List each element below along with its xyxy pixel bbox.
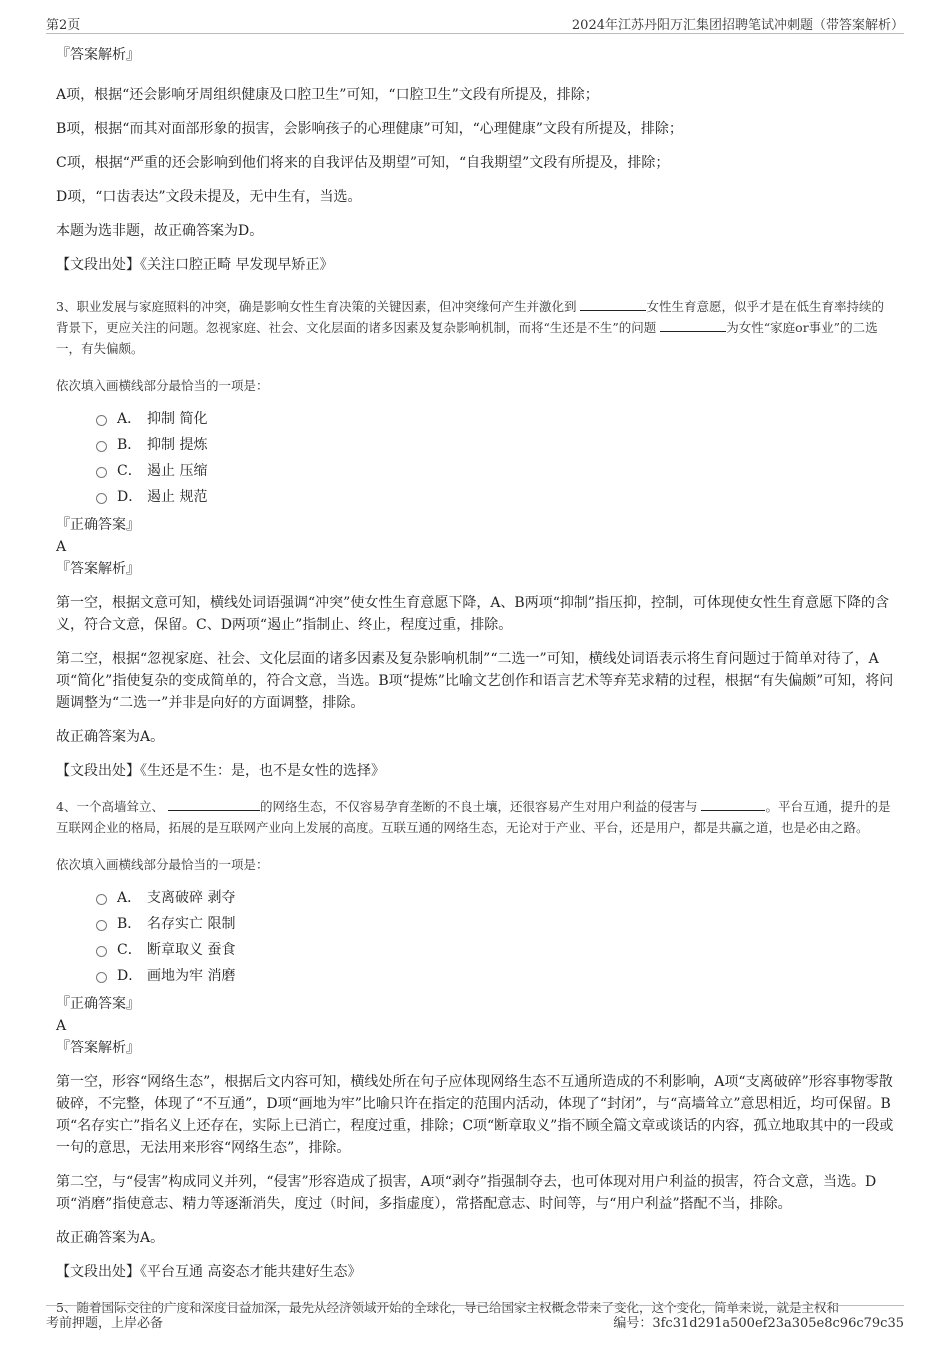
option-text: 遏止 压缩 xyxy=(147,463,208,479)
q4-option-a[interactable] xyxy=(96,885,896,911)
q4-stem xyxy=(56,796,896,838)
blank xyxy=(168,798,260,811)
q2-analysis-line: C项，根据“严重的还会影响到他们将来的自我评估及期望”可知，“自我期望”文段有所提及，排除； xyxy=(56,155,670,171)
q2-analysis-line: B项，根据“而其对面部形象的损害，会影响孩子的心理健康”可知，“心理健康”文段有所提及，排除； xyxy=(56,121,683,137)
q3-stem-part: 女性生育意愿，似乎才是在低生育率持续的背景下，更应关注的问题。忽视家庭、社会、文化层面的诸多因素及复杂影响机制，而将“生还是不生”的问题 xyxy=(56,299,884,335)
footer-slogan: 考前押题，上岸必备 xyxy=(46,1316,164,1331)
page-number: 第2页 xyxy=(46,18,81,33)
option-key: B． xyxy=(117,916,142,932)
document-id: 编号：3fc31d291a500ef23a305e8c96c79c35 xyxy=(613,1316,904,1331)
q3-answer: A xyxy=(56,539,67,555)
q4-answer: A xyxy=(56,1018,67,1034)
option-key: B． xyxy=(117,437,142,453)
q4-analysis-paragraph: 第一空，形容“网络生态”，根据后文内容可知，横线处所在句子应体现网络生态不互通所造成的不利影响，A项“支离破碎”形容事物零散破碎，不完整，体现了“不互通”，D项“画地为牢”比喻只许在指定的范围内活动，体现了“封闭”，与“高墙耸立”意思相近，均可保留。B项“名存实亡”指名义上还存在，实际上已消亡，程度过重，排除；C项“断章取义”指不顾全篇文章或谈话的内容，孤立地取其中的一段或一句的意思，无法用来形容“网络生态”，排除。 xyxy=(56,1074,894,1156)
q4-option-d[interactable] xyxy=(96,963,896,989)
radio-icon[interactable] xyxy=(96,493,107,504)
q4-source: 【文段出处】《平台互通 高姿态才能共建好生态》 xyxy=(56,1264,362,1280)
page-header xyxy=(46,14,904,34)
q3-analysis-paragraph: 第一空，根据文意可知，横线处词语强调“冲突”使女性生育意愿下降，A、B两项“抑制”指压抑，控制，可体现使女性生育意愿下降的含义，符合文意，保留。C、D两项“遏止”指制止、终止，程度过重，排除。 xyxy=(56,595,890,633)
radio-icon[interactable] xyxy=(96,415,107,426)
q3-stem-part: 3、职业发展与家庭照料的冲突，确是影响女性生育决策的关键因素，但冲突缘何产生并激化到 xyxy=(56,299,577,314)
footer-divider xyxy=(46,1305,904,1306)
q3-stem-part: 为女性“家庭or事业”的二选一，有失偏颇。 xyxy=(56,320,878,356)
q2-analysis-label: 『答案解析』 xyxy=(56,47,140,63)
option-text: 抑制 提炼 xyxy=(147,437,208,453)
radio-icon[interactable] xyxy=(96,441,107,452)
q3-option-c[interactable] xyxy=(96,458,896,484)
document-body xyxy=(56,38,896,1315)
q4-stem-part: 。平台互通，提升的是互联网企业的格局，拓展的是互联网产业向上发展的高度。互联互通的网络生态，无论对于产业、平台，还是用户，都是共赢之道，也是必由之路。 xyxy=(56,799,891,835)
blank xyxy=(701,798,765,811)
option-key: C． xyxy=(117,942,142,958)
q3-answer-label: 『正确答案』 xyxy=(56,517,140,533)
q4-analysis-label: 『答案解析』 xyxy=(56,1040,140,1056)
option-text: 抑制 简化 xyxy=(147,411,208,427)
q3-analysis-paragraph: 第二空，根据“忽视家庭、社会、文化层面的诸多因素及复杂影响机制”“二选一”可知，横线处词语表示将生育问题过于简单对待了，A项“简化”指使复杂的变成简单的，符合文意，当选。B项“提炼”比喻文艺创作和语言艺术等弃芜求精的过程，根据“有失偏颇”可知，将问题调整为“二选一”并非是向好的方面调整，排除。 xyxy=(56,651,894,711)
option-key: A． xyxy=(117,411,142,427)
q4-analysis-paragraph: 第二空，与“侵害”构成同义并列，“侵害”形容造成了损害，A项“剥夺”指强制夺去，也可体现对用户利益的损害，符合文意，当选。D项“消磨”指使意志、精力等逐渐消失，度过（时间，多指虚度），常搭配意志、时间等，与“用户利益”搭配不当，排除。 xyxy=(56,1174,877,1212)
q3-source: 【文段出处】《生还是不生：是，也不是女性的选择》 xyxy=(56,763,385,779)
blank xyxy=(660,319,726,332)
q4-stem-part: 4、一个高墙耸立、 xyxy=(56,799,164,814)
q4-prompt: 依次填入画横线部分最恰当的一项是： xyxy=(56,857,269,872)
option-key: C． xyxy=(117,463,142,479)
q3-analysis-label: 『答案解析』 xyxy=(56,561,140,577)
q5-stem-partial: 5、随着国际交往的广度和深度日益加深，最先从经济领域开始的全球化，导已给国家主权概念带来了变化，这个变化，简单来说，就是主权和 xyxy=(56,1300,839,1315)
q3-option-b[interactable] xyxy=(96,432,896,458)
document-title: 2024年江苏丹阳万汇集团招聘笔试冲刺题（带答案解析） xyxy=(571,18,904,33)
q3-stem xyxy=(56,296,896,359)
q4-options xyxy=(56,885,896,989)
option-text: 遏止 规范 xyxy=(147,489,208,505)
q4-stem-part: 的网络生态，不仅容易孕育垄断的不良土壤，还很容易产生对用户利益的侵害与 xyxy=(259,799,698,814)
header-divider xyxy=(46,33,904,34)
radio-icon[interactable] xyxy=(96,946,107,957)
q4-answer-label: 『正确答案』 xyxy=(56,996,140,1012)
q4-option-c[interactable] xyxy=(96,937,896,963)
option-key: D． xyxy=(117,489,143,505)
q3-option-d[interactable] xyxy=(96,484,896,510)
q3-options xyxy=(56,406,896,510)
radio-icon[interactable] xyxy=(96,467,107,478)
option-key: D． xyxy=(117,968,143,984)
option-text: 名存实亡 限制 xyxy=(147,916,236,932)
radio-icon[interactable] xyxy=(96,920,107,931)
option-text: 支离破碎 剥夺 xyxy=(147,890,236,906)
q2-source: 【文段出处】《关注口腔正畸 早发现早矫正》 xyxy=(56,257,334,273)
q3-conclusion: 故正确答案为A。 xyxy=(56,729,165,745)
option-key: A． xyxy=(117,890,142,906)
q3-option-a[interactable] xyxy=(96,406,896,432)
q2-conclusion: 本题为选非题，故正确答案为D。 xyxy=(56,223,264,239)
q3-prompt: 依次填入画横线部分最恰当的一项是： xyxy=(56,378,269,393)
q2-analysis-line: A项，根据“还会影响牙周组织健康及口腔卫生”可知，“口腔卫生”文段有所提及，排除； xyxy=(56,87,599,103)
q4-conclusion: 故正确答案为A。 xyxy=(56,1230,165,1246)
blank xyxy=(580,298,646,311)
option-text: 断章取义 蚕食 xyxy=(147,942,236,958)
radio-icon[interactable] xyxy=(96,972,107,983)
option-text: 画地为牢 消磨 xyxy=(147,968,236,984)
q4-option-b[interactable] xyxy=(96,911,896,937)
q2-analysis-line: D项，“口齿表达”文段未提及，无中生有，当选。 xyxy=(56,189,362,205)
radio-icon[interactable] xyxy=(96,894,107,905)
